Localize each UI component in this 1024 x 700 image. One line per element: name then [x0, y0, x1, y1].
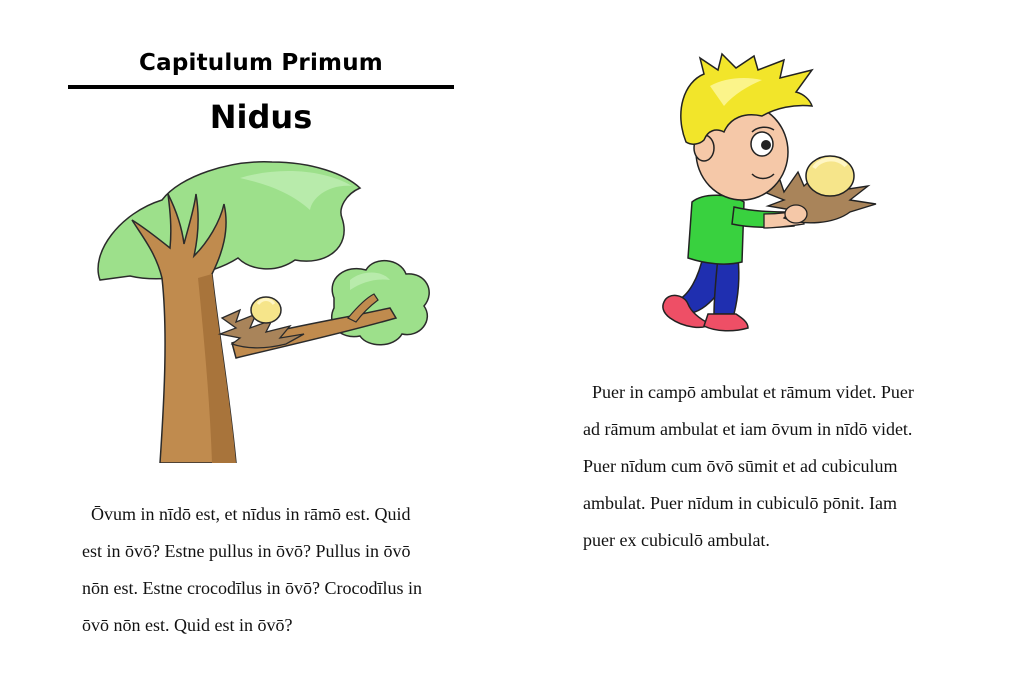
- chapter-label: Capitulum Primum: [139, 50, 383, 76]
- chapter-divider: [68, 85, 454, 89]
- text-line: ambulat. Puer nīdum in cubiculō pōnit. Iam: [583, 493, 897, 513]
- text-line: Puer nīdum cum ōvō sūmit et ad cubiculum: [583, 456, 898, 476]
- text-line: ōvō nōn est. Quid est in ōvō?: [82, 615, 293, 635]
- chapter-title: Nidus: [209, 98, 313, 136]
- story-paragraph-left: [82, 496, 454, 644]
- text-line: ad rāmum ambulat et iam ōvum in nīdō videt.: [583, 419, 913, 439]
- text-line: nōn est. Estne crocodīlus in ōvō? Crocodīlus in: [82, 578, 422, 598]
- text-line: puer ex cubiculō ambulat.: [583, 530, 770, 550]
- text-line: est in ōvō? Estne pullus in ōvō? Pullus in ōvō: [82, 541, 411, 561]
- tree-with-nest-illustration: [90, 158, 435, 463]
- story-paragraph-right: [583, 374, 943, 559]
- boy-with-nest-illustration: [644, 52, 894, 337]
- text-line: Puer in campō ambulat et rāmum videt. Puer: [583, 382, 914, 402]
- text-line: Ōvum in nīdō est, et nīdus in rāmō est. Quid: [82, 504, 411, 524]
